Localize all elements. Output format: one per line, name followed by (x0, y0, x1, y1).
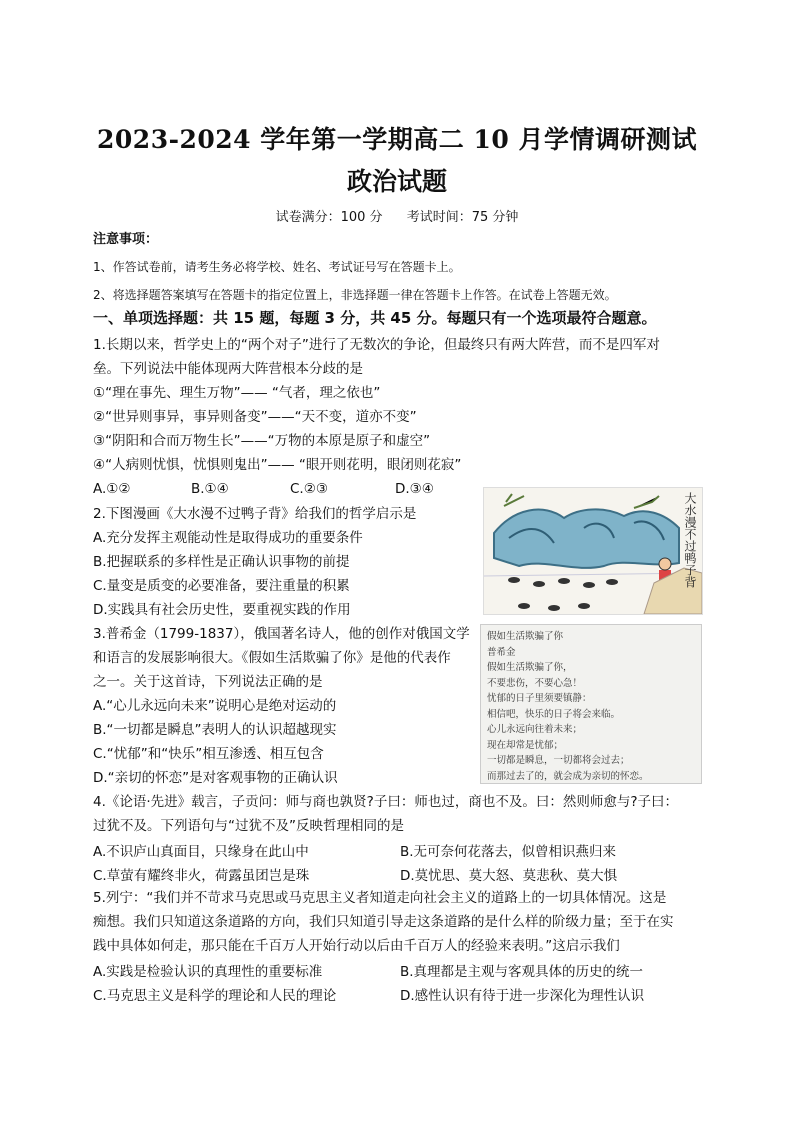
q3-stem-line1: 3.普希金（1799-1837），俄国著名诗人，他的创作对俄国文学 (93, 626, 470, 642)
q4-option-c: C.草萤有耀终非火，荷露虽团岂是珠 (93, 868, 310, 884)
poem-text (487, 629, 649, 784)
q5-option-c: C.马克思主义是科学的理论和人民的理论 (93, 988, 337, 1004)
q1-statement-4: ④“人病则忧惧，忧惧则鬼出”—— “眼开则花明，眼闭则花寂” (93, 457, 462, 473)
q5-option-a: A.实践是检验认识的真理性的重要标准 (93, 964, 323, 980)
exam-subtitle: 政治试题 (346, 167, 447, 196)
poem-line: 相信吧，快乐的日子将会来临。 (487, 708, 621, 720)
q5-stem-line1: 5.列宁：“我们并不苛求马克思或马克思主义者知道走向社会主义的道路上的一切具体情况。这是 (93, 890, 667, 906)
q2-option-d: D.实践具有社会历史性，要重视实践的作用 (93, 602, 351, 618)
notice-heading: 注意事项： (93, 232, 159, 247)
q1-option-c: C.②③ (290, 481, 328, 497)
q5-stem-line3: 践中具体如何走，那只能在千百万人开始行动以后由千百万人的经验来表明。”这启示我们 (93, 938, 620, 954)
poem-line: 心儿永远向往着未来； (487, 724, 583, 735)
poem-line: 现在却常是忧郁； (487, 739, 564, 751)
poem-line: 假如生活欺骗了你 (487, 631, 564, 642)
q3-option-d: D.“亲切的怀恋”是对客观事物的正确认识 (93, 770, 338, 786)
q1-stem-line2: 垒。下列说法中能体现两大阵营根本分歧的是 (93, 361, 363, 377)
q2-option-c: C.量变是质变的必要准备，要注重量的积累 (93, 578, 350, 594)
q4-option-a: A.不识庐山真面目，只缘身在此山中 (93, 844, 309, 860)
q1-statement-1: ①“理在事先、理生万物”—— “气者，理之依也” (93, 385, 381, 401)
q3-option-b: B.“一切都是瞬息”表明人的认识超越现实 (93, 722, 337, 738)
q4-stem-line2: 过犹不及。下列语句与“过犹不及”反映哲理相同的是 (93, 818, 404, 834)
q2-stem: 2.下图漫画《大水漫不过鸭子背》给我们的哲学启示是 (93, 506, 417, 522)
q5-option-d: D.感性认识有待于进一步深化为理性认识 (400, 988, 645, 1004)
q2-option-a: A.充分发挥主观能动性是取得成功的重要条件 (93, 530, 363, 546)
section-heading: 一、单项选择题：共 15 题，每题 3 分，共 45 分。每题只有一个选项最符合题意。 (93, 309, 657, 327)
q4-option-b: B.无可奈何花落去，似曾相识燕归来 (400, 844, 617, 860)
q1-statement-3: ③“阴阳和合而万物生长”——“万物的本原是原子和虚空” (93, 433, 431, 449)
q3-option-a: A.“心儿永远向未来”说明心是绝对运动的 (93, 698, 337, 714)
poem-image (480, 624, 702, 784)
q1-option-a: A.①② (93, 481, 131, 497)
q4-option-d: D.莫忧思、莫大怒、莫悲秋、莫大惧 (400, 868, 618, 884)
q1-option-b: B.①④ (191, 481, 229, 497)
poem-line: 一切都是瞬息，一切都将会过去； (487, 755, 630, 766)
q2-option-b: B.把握联系的多样性是正确认识事物的前提 (93, 554, 350, 570)
notice-item-2: 2、将选择题答案填写在答题卡的指定位置上，非选择题一律在答题卡上作答。在试卷上答题无效。 (93, 288, 617, 302)
q1-statement-2: ②“世异则事异，事异则备变”——“天不变，道亦不变” (93, 409, 417, 425)
q3-option-c: C.“忧郁”和“快乐”相互渗透、相互包含 (93, 746, 324, 762)
exam-title: 2023-2024 学年第一学期高二 10 月学情调研测试 (97, 125, 697, 154)
notice-item-1: 1、作答试卷前，请考生务必将学校、姓名、考试证号写在答题卡上。 (93, 260, 461, 274)
q3-stem-line2: 和语言的发展影响很大。《假如生活欺骗了你》是他的代表作 (93, 650, 451, 666)
q5-option-b: B.真理都是主观与客观具体的历史的统一 (400, 964, 644, 980)
exam-meta (0, 206, 794, 225)
exam-time: 考试时间：75 分钟 (406, 210, 519, 225)
poem-line: 不要悲伤，不要心急！ (487, 677, 583, 689)
q3-stem-line3: 之一。关于这首诗，下列说法正确的是 (93, 674, 323, 690)
cartoon-drawing (484, 488, 702, 614)
cartoon-caption: 大水漫不过鸭子背 (683, 492, 697, 588)
q5-stem-line2: 痴想。我们只知道这条道路的方向，我们只知道引导走这条道路的是什么样的阶级力量；至于在实 (93, 914, 674, 930)
poem-line: 忧郁的日子里须要镇静： (487, 693, 592, 704)
q1-stem-line1: 1.长期以来，哲学史上的“两个对子”进行了无数次的争论，但最终只有两大阵营，而不是四军对 (93, 337, 660, 353)
cartoon-image (483, 487, 703, 615)
poem-line: 而那过去了的，就会成为亲切的怀恋。 (487, 770, 649, 782)
q4-stem-line1: 4.《论语·先进》载言，子贡问：师与商也孰贤?子曰：师也过，商也不及。曰：然则师愈与?子曰： (93, 794, 679, 810)
poem-line: 假如生活欺骗了你， (487, 662, 573, 673)
q1-option-d: D.③④ (395, 481, 434, 497)
poem-line: 普希金 (487, 646, 516, 658)
full-score: 试卷满分：100 分 (275, 210, 383, 225)
